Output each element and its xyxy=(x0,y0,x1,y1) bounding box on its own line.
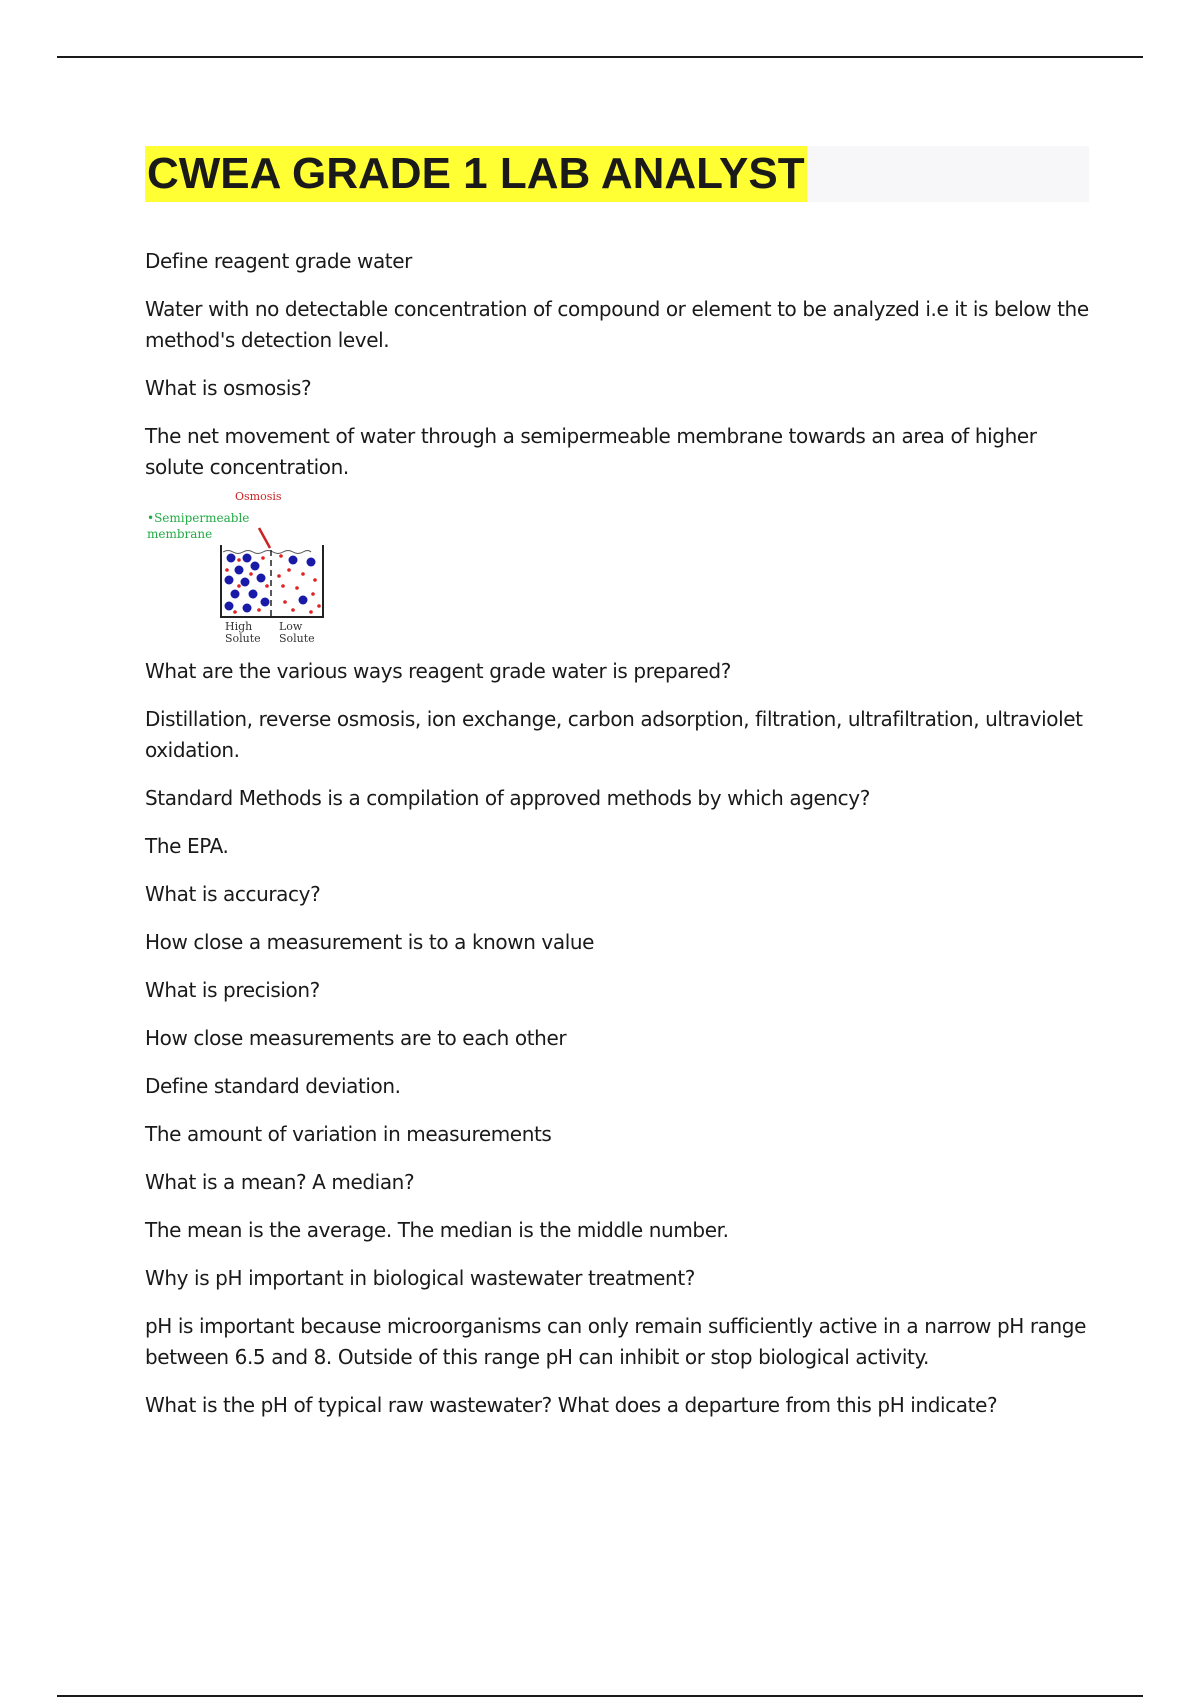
question-text: Define reagent grade water xyxy=(145,249,412,273)
water-particle xyxy=(313,578,317,582)
answer-text: The net movement of water through a semipermeable membrane towards an area of higher solute concentration. xyxy=(145,424,1037,479)
document-title: CWEA GRADE 1 LAB ANALYST xyxy=(145,146,807,202)
solute-particle xyxy=(225,576,234,585)
solute-particle xyxy=(243,604,252,613)
high-solute-label: High Solute xyxy=(225,620,261,645)
water-line xyxy=(223,551,311,554)
water-particle xyxy=(257,608,261,612)
answer-text: Why is pH important in biological wastewater treatment? xyxy=(145,1266,695,1290)
answer-text: What are the various ways reagent grade water is prepared? xyxy=(145,659,731,683)
water-particle xyxy=(283,600,287,604)
solute-particle xyxy=(251,562,260,571)
osmosis-diagram xyxy=(143,490,333,650)
solute-particle xyxy=(241,578,250,587)
answer-text: Water with no detectable concentration of compound or element to be analyzed i.e it is below the method's detection level. xyxy=(145,297,1089,352)
water-particle xyxy=(225,568,229,572)
answer-text: What is the pH of typical raw wastewater? What does a departure from this pH indicate? xyxy=(145,1393,998,1417)
top-rule xyxy=(57,56,1143,58)
water-particle xyxy=(277,574,281,578)
question-text: How close measurements are to each other xyxy=(145,1026,567,1050)
water-particle xyxy=(265,584,269,588)
water-particle xyxy=(295,586,299,590)
water-particle xyxy=(301,572,305,576)
water-particle xyxy=(279,554,283,558)
membrane-arrow xyxy=(259,528,270,548)
question-text: How close a measurement is to a known value xyxy=(145,930,595,954)
water-particle xyxy=(287,568,291,572)
solute-particle xyxy=(261,598,270,607)
figure-caption: Osmosis xyxy=(235,490,282,503)
water-particle xyxy=(311,592,315,596)
solute-particle xyxy=(299,596,308,605)
answer-text: What is accuracy? xyxy=(145,882,321,906)
answer-text: Define standard deviation. xyxy=(145,1074,401,1098)
solute-particle xyxy=(231,590,240,599)
question-text: The amount of variation in measurements xyxy=(145,1122,552,1146)
water-particle xyxy=(249,572,253,576)
solute-particle xyxy=(227,554,236,563)
membrane-label: •Semipermeable membrane xyxy=(147,511,250,541)
water-particle xyxy=(237,584,241,588)
water-particle xyxy=(309,610,313,614)
answer-text: What is a mean? A median? xyxy=(145,1170,415,1194)
question-text: The mean is the average. The median is the middle number. xyxy=(145,1218,729,1242)
solute-particle xyxy=(249,590,258,599)
document-body xyxy=(145,246,1095,1438)
beaker-outline xyxy=(221,545,323,617)
answer-text: What is precision? xyxy=(145,978,320,1002)
solute-particle xyxy=(225,602,234,611)
solute-particle xyxy=(289,556,298,565)
solute-particle xyxy=(243,554,252,563)
water-particle xyxy=(291,608,295,612)
bottom-rule xyxy=(57,1695,1143,1697)
solute-particle xyxy=(235,566,244,575)
solute-particle xyxy=(257,574,266,583)
water-particle xyxy=(233,610,237,614)
water-particle xyxy=(317,604,321,608)
solute-particle xyxy=(307,558,316,567)
question-text: Distillation, reverse osmosis, ion exchange, carbon adsorption, filtration, ultrafiltration, ultraviolet oxidation. xyxy=(145,707,1083,762)
low-solute-label: Low Solute xyxy=(279,620,315,645)
answer-text: Standard Methods is a compilation of approved methods by which agency? xyxy=(145,786,870,810)
water-particle xyxy=(237,558,241,562)
water-particle xyxy=(281,584,285,588)
water-particle xyxy=(261,556,265,560)
question-text: pH is important because microorganisms can only remain sufficiently active in a narrow pH range between 6.5 and 8. Outside of this range pH can inhibit or stop biological activity. xyxy=(145,1314,1086,1369)
question-text: What is osmosis? xyxy=(145,376,312,400)
question-text: The EPA. xyxy=(145,834,229,858)
